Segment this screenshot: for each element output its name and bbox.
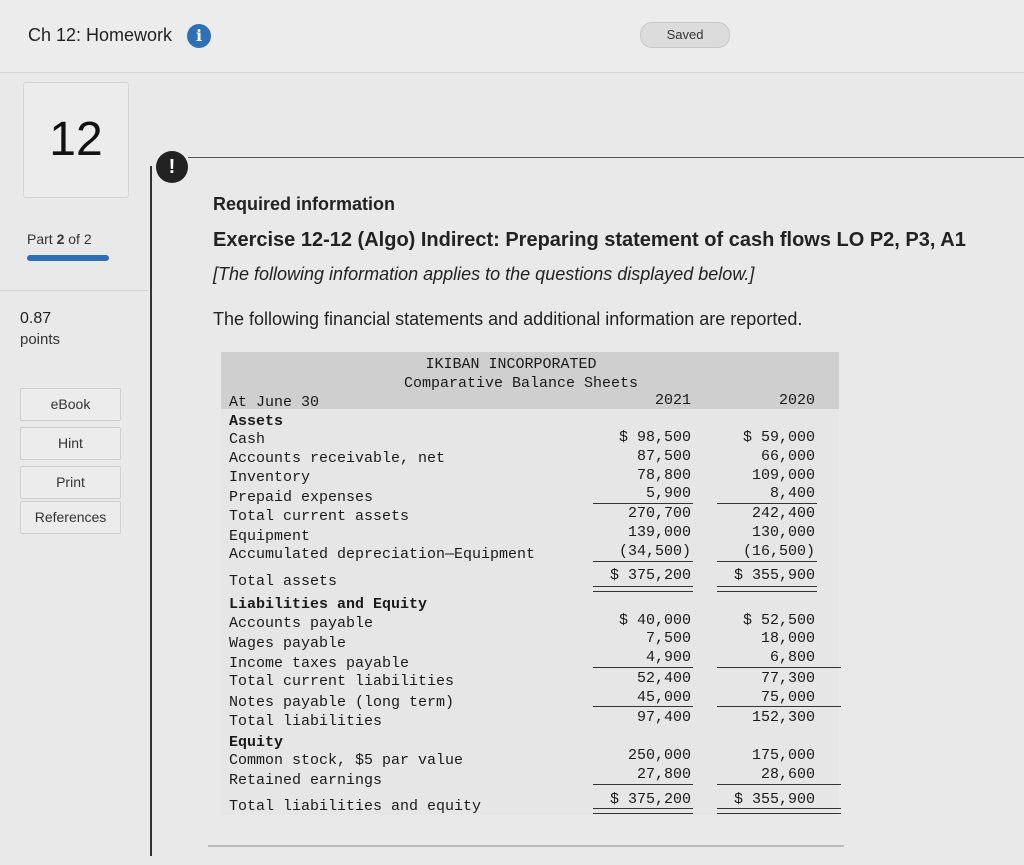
row-value-2021: 27,800	[636, 766, 691, 783]
row-value-2020: 242,400	[751, 505, 815, 522]
hint-button[interactable]: Hint	[20, 427, 121, 460]
row-value-2020: 77,300	[760, 670, 815, 687]
part-progress-fill	[27, 255, 109, 261]
liabilities-heading: Liabilities and Equity	[229, 596, 428, 613]
column-year-2021: 2021	[654, 392, 691, 409]
row-label: Accounts payable	[229, 615, 374, 632]
top-bar	[0, 0, 1024, 73]
underline	[717, 706, 841, 707]
underline	[717, 667, 841, 668]
row-label: Equipment	[229, 528, 311, 545]
applies-note: [The following information applies to the questions displayed below.]	[213, 264, 755, 284]
part-suffix: of 2	[68, 231, 92, 247]
row-label: Income taxes payable	[229, 655, 410, 672]
row-label: Cash	[229, 431, 266, 448]
row-label: Common stock, $5 par value	[229, 752, 464, 769]
company-name: IKIBAN INCORPORATED	[425, 356, 597, 373]
part-progress-track	[27, 255, 109, 261]
row-label: Total liabilities and equity	[229, 798, 482, 815]
saved-status-badge: Saved	[640, 22, 730, 48]
double-underline	[717, 808, 841, 814]
references-button[interactable]: References	[20, 501, 121, 534]
row-value-2021: 78,800	[636, 467, 691, 484]
row-value-2020: $ 355,900	[733, 791, 815, 808]
part-current: 2	[56, 231, 65, 247]
underline	[593, 784, 693, 785]
underline	[593, 503, 693, 504]
row-label: Retained earnings	[229, 772, 383, 789]
row-value-2020: (16,500)	[742, 543, 815, 560]
assignment-title: Ch 12: Homework	[28, 25, 173, 45]
row-label: Wages payable	[229, 635, 347, 652]
assets-heading: Assets	[229, 413, 284, 430]
ebook-button[interactable]: eBook	[20, 388, 121, 421]
row-value-2021: $ 98,500	[618, 429, 691, 446]
underline	[717, 561, 817, 562]
row-label: Inventory	[229, 469, 311, 486]
row-value-2021: $ 40,000	[618, 612, 691, 629]
exercise-title: Exercise 12-12 (Algo) Indirect: Preparing statement of cash flows LO P2, P3, A1	[213, 229, 966, 251]
row-value-2020: 6,800	[769, 649, 815, 666]
row-label: Total liabilities	[229, 713, 383, 730]
intro-text: The following financial statements and additional information are reported.	[213, 309, 803, 329]
row-value-2020: $ 355,900	[733, 567, 815, 584]
content-top-rule	[188, 157, 1024, 158]
row-label: Accounts receivable, net	[229, 450, 446, 467]
underline	[593, 706, 693, 707]
row-value-2020: 175,000	[751, 747, 815, 764]
required-information-heading: Required information	[213, 194, 396, 214]
statement-title: Comparative Balance Sheets	[403, 375, 639, 392]
period-label: At June 30	[229, 394, 320, 411]
underline	[593, 561, 693, 562]
row-value-2021: 139,000	[627, 524, 691, 541]
row-value-2021: 87,500	[636, 448, 691, 465]
row-value-2021: $ 375,200	[609, 567, 691, 584]
row-value-2020: $ 59,000	[742, 429, 815, 446]
double-underline	[593, 808, 693, 814]
double-underline	[593, 586, 693, 592]
points-label: points	[20, 331, 61, 348]
row-value-2021: 4,900	[645, 649, 691, 666]
row-value-2020: 28,600	[760, 766, 815, 783]
row-value-2020: $ 52,500	[742, 612, 815, 629]
underline	[593, 667, 693, 668]
balance-sheet-table	[221, 352, 839, 815]
row-label: Notes payable (long term)	[229, 694, 455, 711]
points-value: 0.87	[20, 310, 52, 327]
print-button[interactable]: Print	[20, 466, 121, 499]
row-value-2020: 18,000	[760, 630, 815, 647]
row-value-2020: 66,000	[760, 448, 815, 465]
info-icon[interactable]: i	[187, 24, 211, 48]
row-value-2021: 45,000	[636, 689, 691, 706]
row-value-2021: 250,000	[627, 747, 691, 764]
row-value-2021: 5,900	[645, 485, 691, 502]
part-prefix: Part	[27, 231, 53, 247]
row-label: Total current assets	[229, 508, 410, 525]
row-value-2021: 7,500	[645, 630, 691, 647]
alert-icon: !	[156, 151, 188, 183]
column-year-2020: 2020	[778, 392, 815, 409]
row-label: Total assets	[229, 573, 338, 590]
underline	[717, 784, 841, 785]
content-left-rule	[150, 166, 152, 856]
row-label: Total current liabilities	[229, 673, 455, 690]
row-label: Accumulated depreciation—Equipment	[229, 546, 536, 563]
row-value-2021: (34,500)	[618, 543, 691, 560]
question-number: 12	[23, 82, 129, 198]
row-value-2020: 75,000	[760, 689, 815, 706]
row-value-2020: 130,000	[751, 524, 815, 541]
row-value-2021: 97,400	[636, 709, 691, 726]
equity-heading: Equity	[229, 734, 284, 751]
sidebar-divider	[0, 290, 148, 291]
double-underline	[717, 586, 817, 592]
row-value-2020: 109,000	[751, 467, 815, 484]
row-label: Prepaid expenses	[229, 489, 374, 506]
underline	[717, 503, 817, 504]
content-bottom-rule	[208, 845, 844, 847]
row-value-2020: 8,400	[769, 485, 815, 502]
row-value-2021: 52,400	[636, 670, 691, 687]
row-value-2020: 152,300	[751, 709, 815, 726]
row-value-2021: 270,700	[627, 505, 691, 522]
part-indicator	[27, 231, 92, 247]
row-value-2021: $ 375,200	[609, 791, 691, 808]
